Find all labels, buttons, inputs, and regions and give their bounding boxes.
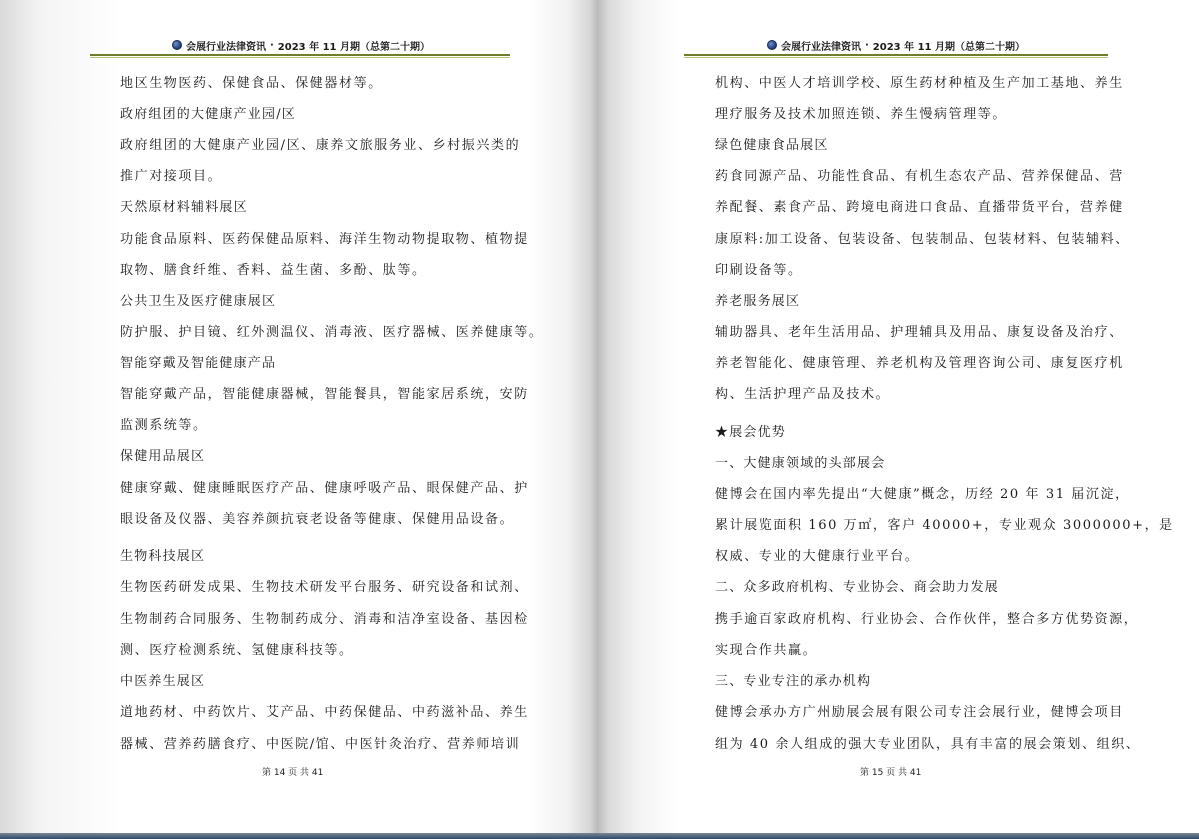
text-line: 累计展览面积 160 万㎡，客户 40000+，专业观众 3000000+，是 xyxy=(715,518,1174,533)
text-line: 地区生物医药、保健食品、保健器材等。 xyxy=(120,76,383,91)
publication-title: 会展行业法律资讯 xyxy=(185,41,266,53)
section-heading: 生物科技展区 xyxy=(120,549,206,564)
text-line: 取物、膳食纤维、香料、益生菌、多酚、肽等。 xyxy=(120,263,427,278)
text-line: 机构、中医人才培训学校、原生药材种植及生产加工基地、养生 xyxy=(715,76,1124,91)
text-line: 携手逾百家政府机构、行业协会、合作伙伴，整合多方优势资源， xyxy=(715,612,1139,627)
text-line: 养配餐、素食产品、跨境电商进口食品、直播带货平台，营养健 xyxy=(715,200,1124,215)
text-line: 构、生活护理产品及技术。 xyxy=(715,387,891,402)
text-line: 养老智能化、健康管理、养老机构及管理咨询公司、康复医疗机 xyxy=(715,356,1124,371)
section-heading: 智能穿戴及智能健康产品 xyxy=(120,356,277,371)
page-header xyxy=(92,38,510,52)
section-heading: 公共卫生及医疗健康展区 xyxy=(120,294,277,309)
text-line: 理疗服务及技术加照连锁、养生慢病管理等。 xyxy=(715,107,1008,122)
left-page xyxy=(0,0,598,839)
text-line: 推广对接项目。 xyxy=(120,169,223,184)
text-line: 权威、专业的大健康行业平台。 xyxy=(715,549,920,564)
section-heading: 一、大健康领域的头部展会 xyxy=(715,456,886,471)
section-heading: 绿色健康食品展区 xyxy=(715,138,829,153)
section-heading: 二、众多政府机构、专业协会、商会助力发展 xyxy=(715,580,1000,595)
page-header xyxy=(686,38,1106,52)
header-rule-thin xyxy=(90,57,510,58)
text-line: 健康穿戴、健康睡眠医疗产品、健康呼吸产品、眼保健产品、护 xyxy=(120,481,529,496)
publication-logo-icon xyxy=(172,40,182,50)
header-separator: · xyxy=(864,39,869,51)
text-line: 器械、营养药膳食疗、中医院/馆、中医针灸治疗、营养师培训 xyxy=(120,737,521,752)
text-line: 辅助器具、老年生活用品、护理辅具及用品、康复设备及治疗、 xyxy=(715,325,1124,340)
section-heading: 保健用品展区 xyxy=(120,449,206,464)
text-line: 道地药材、中药饮片、艾产品、中药保健品、中药滋补品、养生 xyxy=(120,705,529,720)
header-rule xyxy=(90,54,510,56)
header-rule-thin xyxy=(684,57,1108,58)
text-line: 生物制药合同服务、生物制药成分、消毒和洁净室设备、基因检 xyxy=(120,612,529,627)
section-heading: 天然原材料辅料展区 xyxy=(120,200,248,215)
text-line: 眼设备及仪器、美容养颜抗衰老设备等健康、保健用品设备。 xyxy=(120,512,515,527)
section-heading: 养老服务展区 xyxy=(715,294,801,309)
section-heading: ★展会优势 xyxy=(715,425,787,440)
text-line: 健博会承办方广州励展会展有限公司专注会展行业，健博会项目 xyxy=(715,705,1124,720)
text-line: 组为 40 余人组成的强大专业团队，具有丰富的展会策划、组织、 xyxy=(715,737,1141,752)
text-line: 实现合作共赢。 xyxy=(715,643,818,658)
section-heading: 三、专业专注的承办机构 xyxy=(715,674,872,689)
text-line: 印刷设备等。 xyxy=(715,263,803,278)
text-line: 政府组团的大健康产业园/区、康养文旅服务业、乡村振兴类的 xyxy=(120,138,521,153)
publication-logo-icon xyxy=(767,40,777,50)
page-number: 第 14 页 共 41 xyxy=(262,768,324,778)
text-line: 功能食品原料、医药保健品原料、海洋生物动物提取物、植物提 xyxy=(120,232,529,247)
text-line: 药食同源产品、功能性食品、有机生态农产品、营养保健品、营 xyxy=(715,169,1124,184)
page-number: 第 15 页 共 41 xyxy=(860,768,922,778)
section-heading: 政府组团的大健康产业园/区 xyxy=(120,107,296,122)
issue-label: 2023 年 11 月期（总第二十期） xyxy=(277,41,430,53)
section-heading: 中医养生展区 xyxy=(120,674,206,689)
header-separator: · xyxy=(269,39,274,51)
text-line: 测、医疗检测系统、氢健康科技等。 xyxy=(120,643,354,658)
text-line: 监测系统等。 xyxy=(120,418,208,433)
text-line: 智能穿戴产品，智能健康器械，智能餐具，智能家居系统，安防 xyxy=(120,387,529,402)
text-line: 防护服、护目镜、红外测温仪、消毒液、医疗器械、医养健康等。 xyxy=(120,325,544,340)
text-line: 健博会在国内率先提出“大健康”概念，历经 20 年 31 届沉淀， xyxy=(715,487,1130,502)
issue-label: 2023 年 11 月期（总第二十期） xyxy=(872,41,1025,53)
right-page xyxy=(598,0,1199,839)
header-rule xyxy=(684,54,1108,56)
text-line: 康原料:加工设备、包装设备、包装制品、包装材料、包装辅料、 xyxy=(715,232,1130,247)
viewer-bottom-edge xyxy=(0,833,1199,839)
text-line: 生物医药研发成果、生物技术研发平台服务、研究设备和试剂、 xyxy=(120,580,529,595)
publication-title: 会展行业法律资讯 xyxy=(780,41,861,53)
